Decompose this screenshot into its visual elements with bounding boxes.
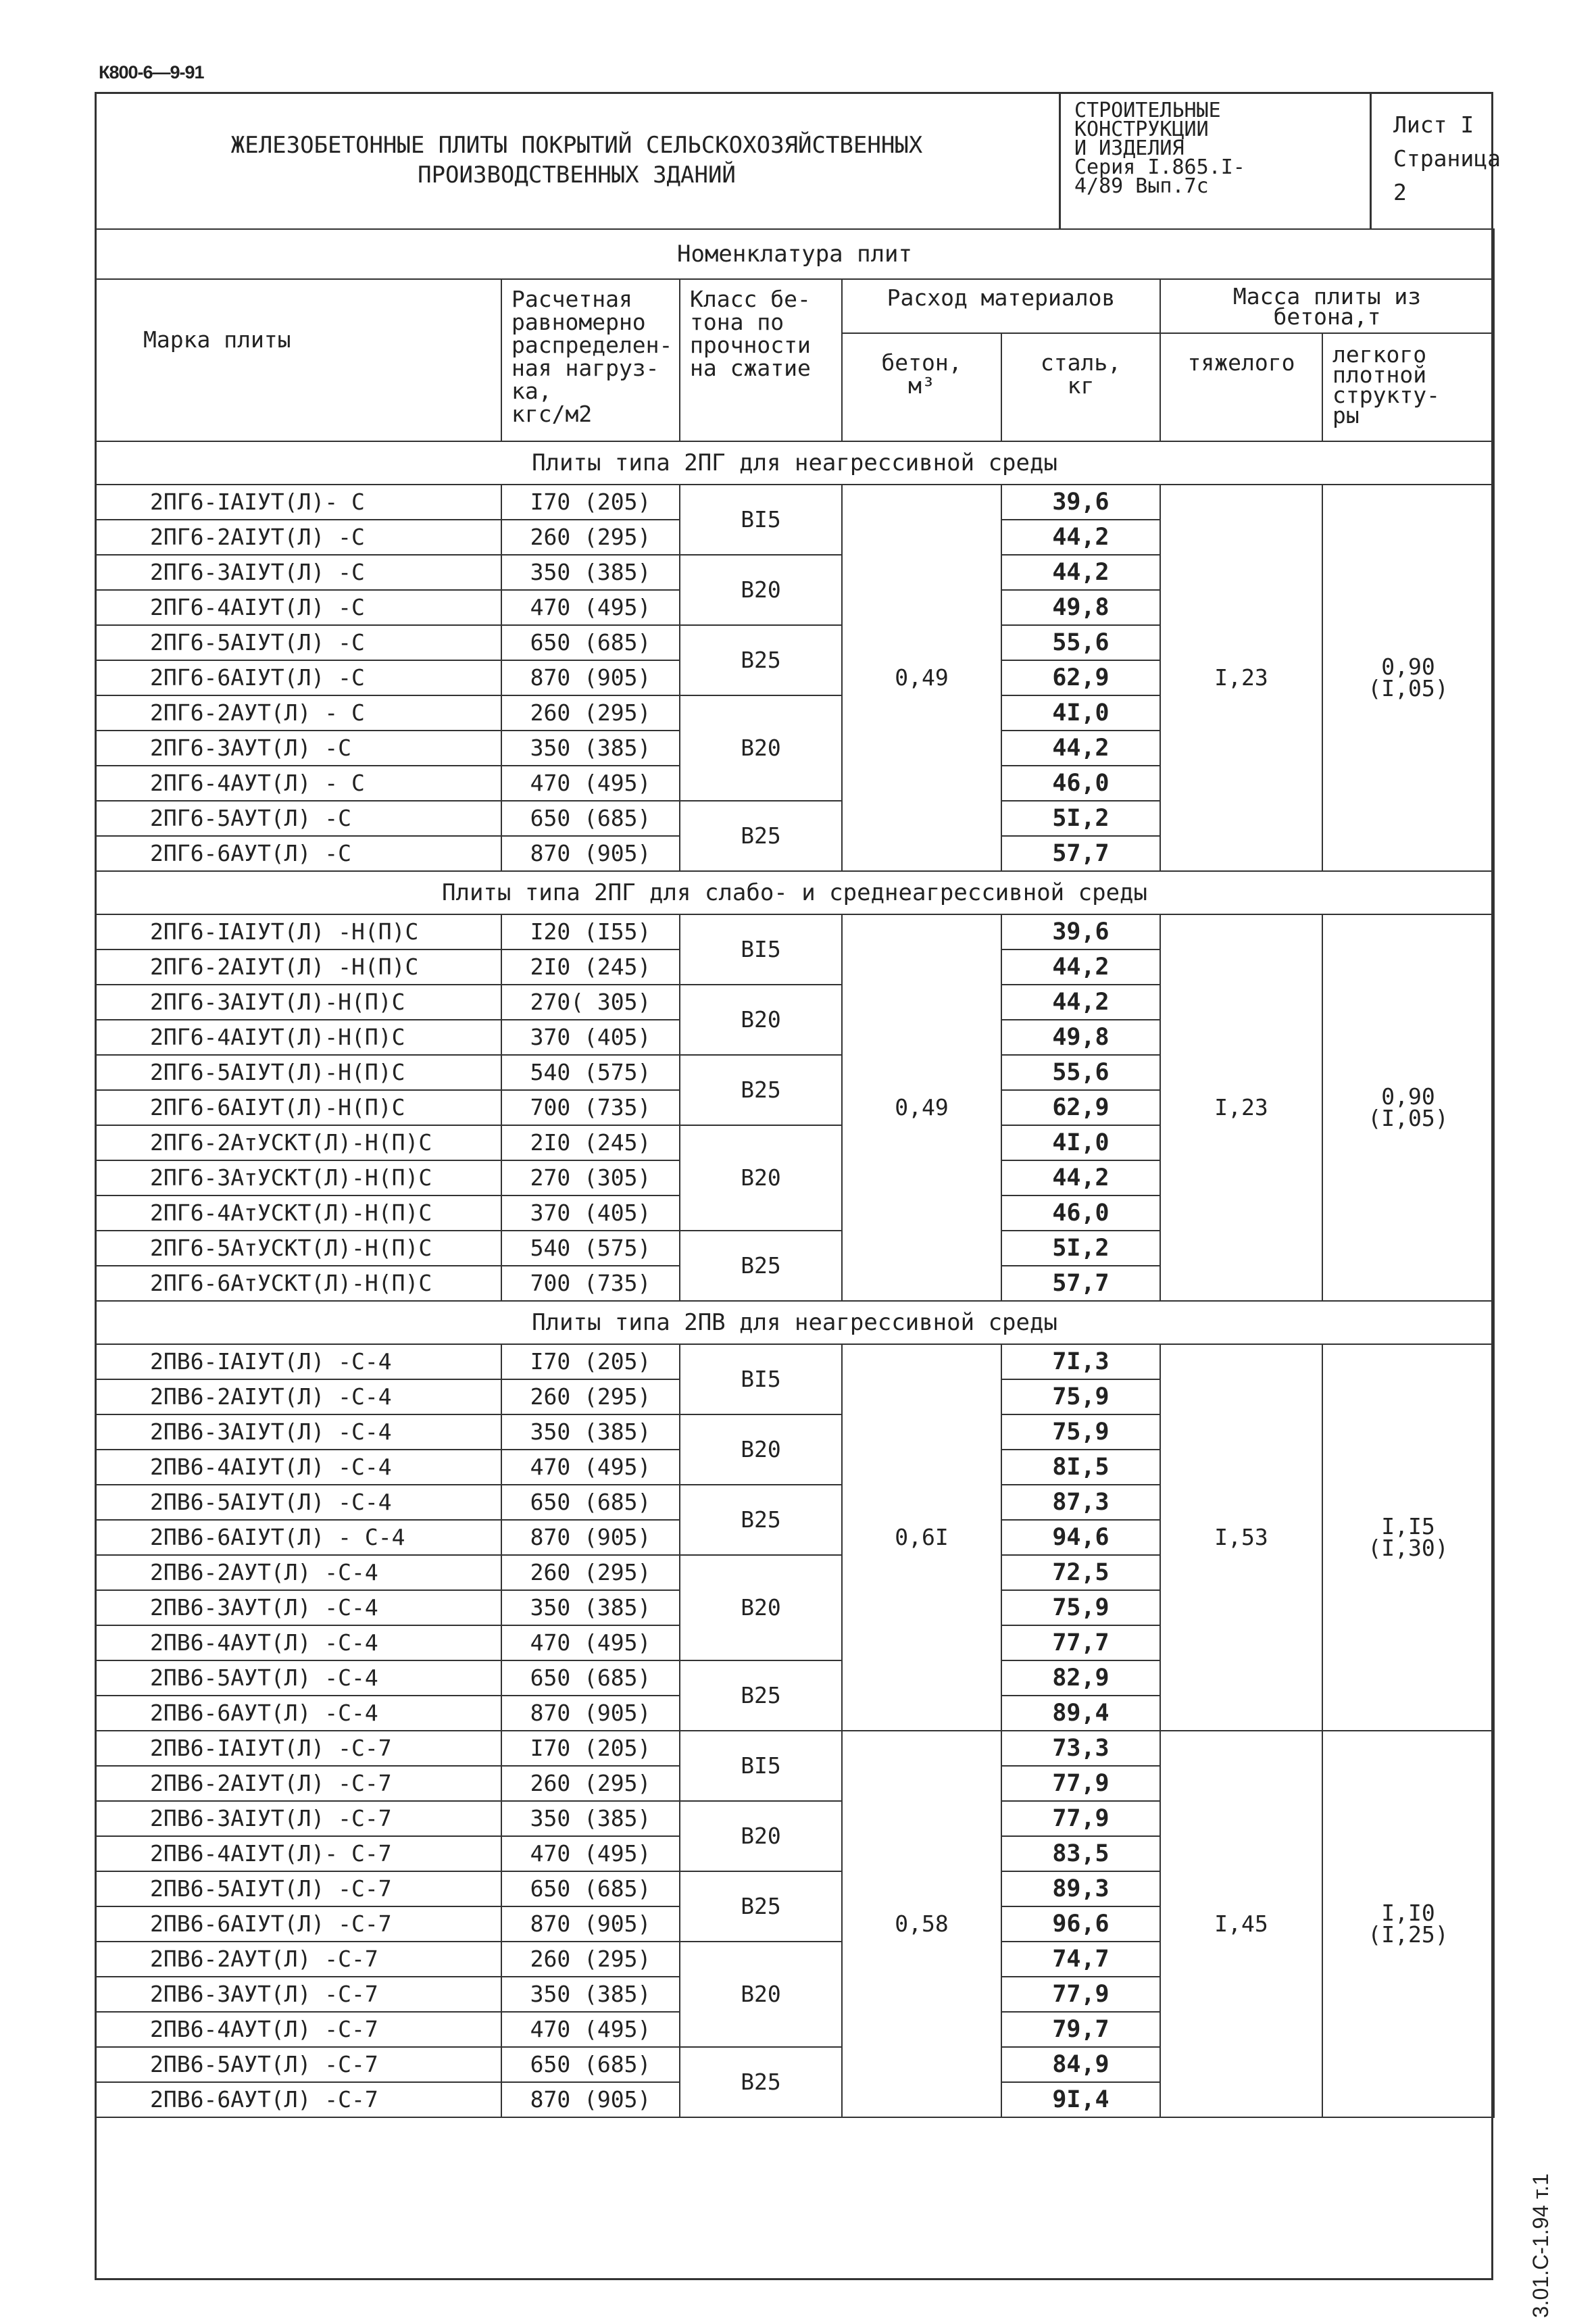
design-load: 350 (385) (501, 1414, 680, 1450)
plate-mark: 2ПВ6-2АIУТ(Л) -С-4 (95, 1379, 501, 1414)
design-load: 260 (295) (501, 520, 680, 555)
concrete-class: B25 (680, 1231, 842, 1301)
steel-mass: 4I,0 (1001, 695, 1160, 731)
steel-mass: 44,2 (1001, 731, 1160, 766)
steel-mass: 84,9 (1001, 2047, 1160, 2082)
mass-heavy-concrete: I,23 (1160, 914, 1322, 1301)
concrete-class: B25 (680, 801, 842, 871)
steel-mass: 72,5 (1001, 1555, 1160, 1590)
nomenclature-table (95, 228, 1495, 2118)
steel-mass: 55,6 (1001, 1055, 1160, 1090)
plate-mark: 2ПВ6-6АУТ(Л) -С-4 (95, 1696, 501, 1731)
design-load: I70 (205) (501, 485, 680, 520)
steel-mass: 87,3 (1001, 1485, 1160, 1520)
design-load: 350 (385) (501, 1590, 680, 1625)
design-load: 470 (495) (501, 1836, 680, 1871)
design-load: 350 (385) (501, 731, 680, 766)
mass-light-concrete: 0,90 (I,05) (1322, 914, 1494, 1301)
concrete-class: B25 (680, 625, 842, 695)
concrete-class: B20 (680, 985, 842, 1055)
table-row (95, 485, 1494, 520)
title-block (95, 92, 1501, 228)
design-load: 700 (735) (501, 1266, 680, 1301)
steel-mass: 75,9 (1001, 1590, 1160, 1625)
design-load: 540 (575) (501, 1055, 680, 1090)
plate-mark: 2ПГ6-5АIУТ(Л) -С (95, 625, 501, 660)
steel-mass: 89,3 (1001, 1871, 1160, 1906)
design-load: 370 (405) (501, 1195, 680, 1231)
plate-mark: 2ПГ6-4АтУСКТ(Л)-Н(П)С (95, 1195, 501, 1231)
steel-mass: 75,9 (1001, 1379, 1160, 1414)
design-load: 650 (685) (501, 1871, 680, 1906)
concrete-class: B20 (680, 1125, 842, 1231)
concrete-class: B25 (680, 1871, 842, 1942)
plate-mark: 2ПГ6-4АУТ(Л) - С (95, 766, 501, 801)
plate-mark: 2ПГ6-6АУТ(Л) -С (95, 836, 501, 871)
plate-mark: 2ПГ6-2АУТ(Л) - С (95, 695, 501, 731)
design-load: 650 (685) (501, 801, 680, 836)
steel-mass: 44,2 (1001, 555, 1160, 590)
design-load: 470 (495) (501, 2012, 680, 2047)
concrete-class: B25 (680, 1485, 842, 1555)
title-line-1: ЖЕЛЕЗОБЕТОННЫЕ ПЛИТЫ ПОКРЫТИЙ СЕЛЬСКОХОЗЯЙСТВЕННЫХ (230, 132, 923, 159)
plate-mark: 2ПВ6-3АУТ(Л) -С-7 (95, 1977, 501, 2012)
concrete-volume: 0,49 (842, 485, 1001, 871)
col-header-heavy: тяжелого (1160, 333, 1322, 441)
design-load: 870 (905) (501, 1520, 680, 1555)
plate-mark: 2ПВ6-5АУТ(Л) -С-7 (95, 2047, 501, 2082)
steel-mass: 5I,2 (1001, 1231, 1160, 1266)
title-line-2: ПРОИЗВОДСТВЕННЫХ ЗДАНИЙ (418, 162, 736, 189)
design-load: 260 (295) (501, 1379, 680, 1414)
steel-mass: 57,7 (1001, 836, 1160, 871)
design-load: 870 (905) (501, 1906, 680, 1942)
plate-mark: 2ПВ6-6АIУТ(Л) -С-7 (95, 1906, 501, 1942)
plate-mark: 2ПГ6-3АIУТ(Л)-Н(П)С (95, 985, 501, 1020)
concrete-class: BI5 (680, 1344, 842, 1414)
plate-mark: 2ПВ6-5АIУТ(Л) -С-4 (95, 1485, 501, 1520)
design-load: I70 (205) (501, 1344, 680, 1379)
concrete-class: BI5 (680, 914, 842, 985)
plate-mark: 2ПГ6-IАIУТ(Л) -Н(П)С (95, 914, 501, 950)
steel-mass: 44,2 (1001, 985, 1160, 1020)
design-load: 470 (495) (501, 766, 680, 801)
design-load: 870 (905) (501, 660, 680, 695)
plate-mark: 2ПВ6-6АУТ(Л) -С-7 (95, 2082, 501, 2117)
plate-mark: 2ПВ6-4АУТ(Л) -С-4 (95, 1625, 501, 1660)
steel-mass: 39,6 (1001, 914, 1160, 950)
design-load: 260 (295) (501, 1942, 680, 1977)
design-load: I20 (I55) (501, 914, 680, 950)
plate-mark: 2ПВ6-2АУТ(Л) -С-4 (95, 1555, 501, 1590)
steel-mass: 8I,5 (1001, 1450, 1160, 1485)
steel-mass: 77,7 (1001, 1625, 1160, 1660)
page-number: Страница 2 (1393, 145, 1501, 205)
design-load: 650 (685) (501, 1485, 680, 1520)
mass-light-concrete: 0,90 (I,05) (1322, 485, 1494, 871)
plate-mark: 2ПГ6-6АтУСКТ(Л)-Н(П)С (95, 1266, 501, 1301)
steel-mass: 62,9 (1001, 1090, 1160, 1125)
steel-mass: 96,6 (1001, 1906, 1160, 1942)
concrete-class: B20 (680, 1414, 842, 1485)
design-load: 470 (495) (501, 1450, 680, 1485)
plate-mark: 2ПГ6-5АIУТ(Л)-Н(П)С (95, 1055, 501, 1090)
steel-mass: 55,6 (1001, 625, 1160, 660)
plate-mark: 2ПВ6-6АIУТ(Л) - С-4 (95, 1520, 501, 1555)
steel-mass: 94,6 (1001, 1520, 1160, 1555)
design-load: 650 (685) (501, 2047, 680, 2082)
steel-mass: 5I,2 (1001, 801, 1160, 836)
mass-light-concrete: I,I5 (I,30) (1322, 1344, 1494, 1731)
design-load: 650 (685) (501, 625, 680, 660)
design-load: 2I0 (245) (501, 1125, 680, 1160)
concrete-class: B20 (680, 695, 842, 801)
mass-heavy-concrete: I,23 (1160, 485, 1322, 871)
concrete-class: BI5 (680, 485, 842, 555)
design-load: 350 (385) (501, 1801, 680, 1836)
concrete-class: B25 (680, 1055, 842, 1125)
sheet-block (1372, 92, 1501, 228)
design-load: 540 (575) (501, 1231, 680, 1266)
steel-mass: 46,0 (1001, 766, 1160, 801)
section-title: Плиты типа 2ПГ для слабо- и среднеагрессивной среды (95, 871, 1494, 914)
plate-mark: 2ПВ6-5АУТ(Л) -С-4 (95, 1660, 501, 1696)
design-load: 650 (685) (501, 1660, 680, 1696)
steel-mass: 74,7 (1001, 1942, 1160, 1977)
section-title: Плиты типа 2ПВ для неагрессивной среды (95, 1301, 1494, 1344)
series-block: СТРОИТЕЛЬНЫЕ КОНСТРУКЦИИ И ИЗДЕЛИЯ Серия I.865.I- 4/89 Вып.7с (1061, 92, 1372, 228)
design-load: 260 (295) (501, 695, 680, 731)
col-header-steel: сталь, кг (1001, 333, 1160, 441)
concrete-class: B20 (680, 1555, 842, 1660)
design-load: 870 (905) (501, 2082, 680, 2117)
table-row (95, 914, 1494, 950)
design-load: 700 (735) (501, 1090, 680, 1125)
plate-mark: 2ПГ6-3АУТ(Л) -С (95, 731, 501, 766)
steel-mass: 9I,4 (1001, 2082, 1160, 2117)
steel-mass: 73,3 (1001, 1731, 1160, 1766)
plate-mark: 2ПГ6-3АтУСКТ(Л)-Н(П)С (95, 1160, 501, 1195)
plate-mark: 2ПГ6-4АIУТ(Л)-Н(П)С (95, 1020, 501, 1055)
design-load: 470 (495) (501, 590, 680, 625)
steel-mass: 44,2 (1001, 950, 1160, 985)
col-header-mark: Марка плиты (95, 279, 501, 441)
plate-mark: 2ПВ6-4АУТ(Л) -С-7 (95, 2012, 501, 2047)
section-header-row (95, 871, 1494, 914)
steel-mass: 82,9 (1001, 1660, 1160, 1696)
design-load: 350 (385) (501, 1977, 680, 2012)
mass-light-concrete: I,I0 (I,25) (1322, 1731, 1494, 2117)
plate-mark: 2ПГ6-IАIУТ(Л)- С (95, 485, 501, 520)
steel-mass: 44,2 (1001, 1160, 1160, 1195)
steel-mass: 4I,0 (1001, 1125, 1160, 1160)
concrete-class: B20 (680, 1801, 842, 1871)
plate-mark: 2ПГ6-6АIУТ(Л)-Н(П)С (95, 1090, 501, 1125)
concrete-volume: 0,58 (842, 1731, 1001, 2117)
steel-mass: 49,8 (1001, 1020, 1160, 1055)
steel-mass: 62,9 (1001, 660, 1160, 695)
plate-mark: 2ПВ6-5АIУТ(Л) -С-7 (95, 1871, 501, 1906)
col-header-class: Класс бе- тона по прочности на сжатие (680, 279, 842, 441)
plate-mark: 2ПВ6-IАIУТ(Л) -С-4 (95, 1344, 501, 1379)
plate-mark: 2ПВ6-IАIУТ(Л) -С-7 (95, 1731, 501, 1766)
mass-heavy-concrete: I,53 (1160, 1344, 1322, 1731)
concrete-class: B20 (680, 1942, 842, 2047)
design-load: 350 (385) (501, 555, 680, 590)
design-load: 870 (905) (501, 1696, 680, 1731)
plate-mark: 2ПГ6-6АIУТ(Л) -С (95, 660, 501, 695)
table-row (95, 1731, 1494, 1766)
design-load: 470 (495) (501, 1625, 680, 1660)
table-row (95, 1344, 1494, 1379)
plate-mark: 2ПГ6-5АтУСКТ(Л)-Н(П)С (95, 1231, 501, 1266)
steel-mass: 49,8 (1001, 590, 1160, 625)
col-header-mass: Масса плиты из бетона,т (1160, 279, 1494, 333)
plate-mark: 2ПГ6-4АIУТ(Л) -С (95, 590, 501, 625)
plate-mark: 2ПВ6-2АУТ(Л) -С-7 (95, 1942, 501, 1977)
steel-mass: 7I,3 (1001, 1344, 1160, 1379)
steel-mass: 75,9 (1001, 1414, 1160, 1450)
plate-mark: 2ПГ6-5АУТ(Л) -С (95, 801, 501, 836)
design-load: 270 (305) (501, 1160, 680, 1195)
plate-mark: 2ПВ6-3АIУТ(Л) -С-7 (95, 1801, 501, 1836)
document-title (95, 92, 1061, 228)
plate-mark: 2ПГ6-2АIУТ(Л) -Н(П)С (95, 950, 501, 985)
steel-mass: 89,4 (1001, 1696, 1160, 1731)
side-document-code: 3.01.С-1.94 т.1 (1528, 2173, 1553, 2318)
concrete-volume: 0,49 (842, 914, 1001, 1301)
steel-mass: 83,5 (1001, 1836, 1160, 1871)
plate-mark: 2ПГ6-2АтУСКТ(Л)-Н(П)С (95, 1125, 501, 1160)
plate-mark: 2ПВ6-3АIУТ(Л) -С-4 (95, 1414, 501, 1450)
plate-mark: 2ПВ6-4АIУТ(Л) -С-4 (95, 1450, 501, 1485)
table-caption: Номенклатура плит (95, 229, 1494, 279)
col-header-load: Расчетная равномерно распределен- ная нагруз- ка, кгс/м2 (501, 279, 680, 441)
concrete-class: B25 (680, 2047, 842, 2117)
plate-mark: 2ПВ6-4АIУТ(Л)- С-7 (95, 1836, 501, 1871)
concrete-class: B20 (680, 555, 842, 625)
sheet-number: Лист I (1393, 112, 1474, 138)
steel-mass: 77,9 (1001, 1801, 1160, 1836)
steel-mass: 44,2 (1001, 520, 1160, 555)
concrete-volume: 0,6I (842, 1344, 1001, 1731)
steel-mass: 57,7 (1001, 1266, 1160, 1301)
design-load: 370 (405) (501, 1020, 680, 1055)
steel-mass: 46,0 (1001, 1195, 1160, 1231)
plate-mark: 2ПГ6-2АIУТ(Л) -С (95, 520, 501, 555)
design-load: I70 (205) (501, 1731, 680, 1766)
concrete-class: B25 (680, 1660, 842, 1731)
design-load: 260 (295) (501, 1555, 680, 1590)
design-load: 870 (905) (501, 836, 680, 871)
col-header-concrete: бетон, м³ (842, 333, 1001, 441)
mass-heavy-concrete: I,45 (1160, 1731, 1322, 2117)
document-code: К800-6—9-91 (99, 62, 204, 82)
steel-mass: 77,9 (1001, 1977, 1160, 2012)
section-title: Плиты типа 2ПГ для неагрессивной среды (95, 441, 1494, 485)
design-load: 2I0 (245) (501, 950, 680, 985)
steel-mass: 39,6 (1001, 485, 1160, 520)
concrete-class: BI5 (680, 1731, 842, 1801)
col-header-light: легкого плотной структу- ры (1322, 333, 1494, 441)
design-load: 270( 305) (501, 985, 680, 1020)
steel-mass: 77,9 (1001, 1766, 1160, 1801)
steel-mass: 79,7 (1001, 2012, 1160, 2047)
plate-mark: 2ПВ6-2АIУТ(Л) -С-7 (95, 1766, 501, 1801)
section-header-row (95, 441, 1494, 485)
section-header-row (95, 1301, 1494, 1344)
col-header-materials: Расход материалов (842, 279, 1160, 333)
plate-mark: 2ПВ6-3АУТ(Л) -С-4 (95, 1590, 501, 1625)
plate-mark: 2ПГ6-3АIУТ(Л) -С (95, 555, 501, 590)
design-load: 260 (295) (501, 1766, 680, 1801)
